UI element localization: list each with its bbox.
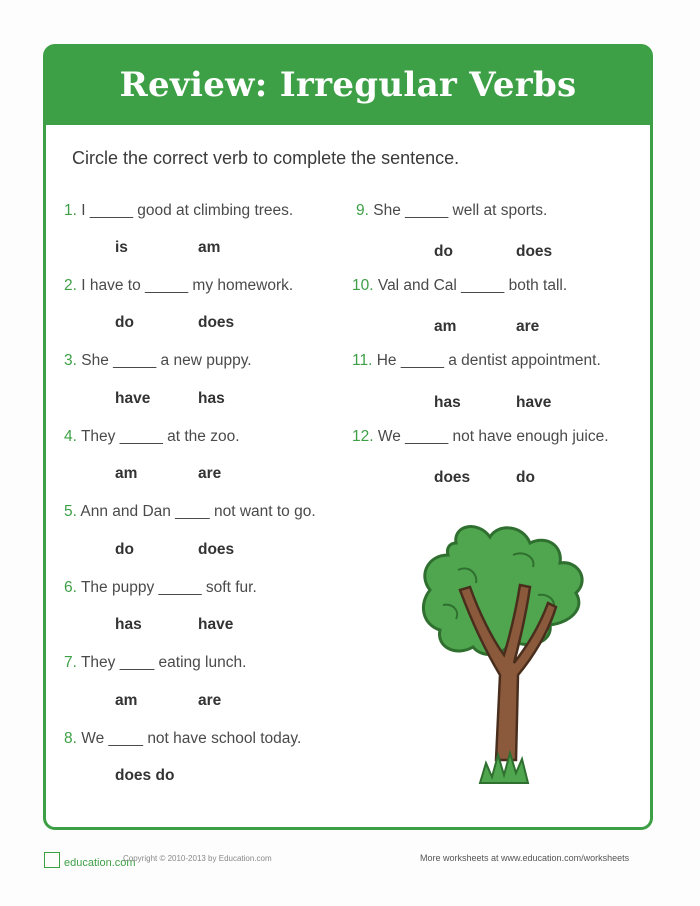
question-11 <box>352 352 601 370</box>
option[interactable]: does <box>198 541 235 558</box>
tree-illustration <box>418 515 593 790</box>
question-number: 12. <box>352 428 374 445</box>
option[interactable]: does <box>516 243 553 260</box>
question-7 <box>64 654 246 672</box>
option[interactable]: are <box>198 692 222 709</box>
question-number: 5. <box>64 503 77 520</box>
question-text: Val and Cal _____ both tall. <box>377 277 568 294</box>
option[interactable]: do <box>115 314 134 331</box>
option[interactable]: have <box>516 394 552 411</box>
option[interactable]: does <box>198 314 235 331</box>
option[interactable]: has <box>198 390 225 407</box>
question-text: Ann and Dan ____ not want to go. <box>80 503 316 520</box>
question-9 <box>356 202 547 220</box>
copyright: Copyright © 2010-2013 by Education.com <box>123 854 272 863</box>
option[interactable]: are <box>198 465 222 482</box>
option[interactable]: do <box>516 469 535 486</box>
more-worksheets-link[interactable]: More worksheets at www.education.com/worksheets <box>420 853 630 863</box>
option[interactable]: do <box>115 541 134 558</box>
question-number: 1. <box>64 202 77 219</box>
question-1 <box>64 202 293 220</box>
instructions: Circle the correct verb to complete the sentence. <box>72 148 460 168</box>
question-text: We ____ not have school today. <box>81 730 302 747</box>
option[interactable]: does <box>434 469 471 486</box>
option[interactable]: has <box>115 616 142 633</box>
question-text: She _____ a new puppy. <box>81 352 252 369</box>
option[interactable]: have <box>115 390 151 407</box>
option[interactable]: am <box>115 465 138 482</box>
option[interactable]: have <box>198 616 234 633</box>
question-text: She _____ well at sports. <box>373 202 548 219</box>
question-text: They ____ eating lunch. <box>80 654 247 671</box>
question-text: I _____ good at climbing trees. <box>81 202 294 219</box>
option[interactable]: is <box>115 239 128 256</box>
question-text: I have to _____ my homework. <box>81 277 294 294</box>
logo-icon <box>44 852 60 868</box>
question-number: 6. <box>64 579 77 596</box>
option[interactable]: am <box>434 318 457 335</box>
tree-leaves <box>423 527 582 655</box>
question-2 <box>64 277 293 295</box>
question-text: The puppy _____ soft fur. <box>80 579 257 596</box>
question-number: 10. <box>352 277 374 294</box>
question-number: 8. <box>64 730 77 747</box>
question-8 <box>64 730 301 748</box>
question-text: They _____ at the zoo. <box>80 428 240 445</box>
question-number: 3. <box>64 352 77 369</box>
page-title: Review: Irregular Verbs <box>119 65 577 105</box>
question-12 <box>352 428 609 446</box>
question-number: 9. <box>356 202 369 219</box>
question-text: We _____ not have enough juice. <box>377 428 609 445</box>
option[interactable]: am <box>115 692 138 709</box>
question-number: 7. <box>64 654 77 671</box>
option[interactable]: does do <box>115 767 175 784</box>
question-4 <box>64 428 240 446</box>
option[interactable]: am <box>198 239 221 256</box>
education-logo: education.com <box>44 852 136 869</box>
question-number: 4. <box>64 428 77 445</box>
question-number: 11. <box>352 352 373 369</box>
question-text: He _____ a dentist appointment. <box>376 352 601 369</box>
option[interactable]: are <box>516 318 540 335</box>
option[interactable]: do <box>434 243 453 260</box>
question-6 <box>64 579 257 597</box>
question-10 <box>352 277 567 295</box>
question-5 <box>64 503 316 521</box>
option[interactable]: has <box>434 394 461 411</box>
question-3 <box>64 352 252 370</box>
question-number: 2. <box>64 277 77 294</box>
title-banner <box>46 47 650 125</box>
